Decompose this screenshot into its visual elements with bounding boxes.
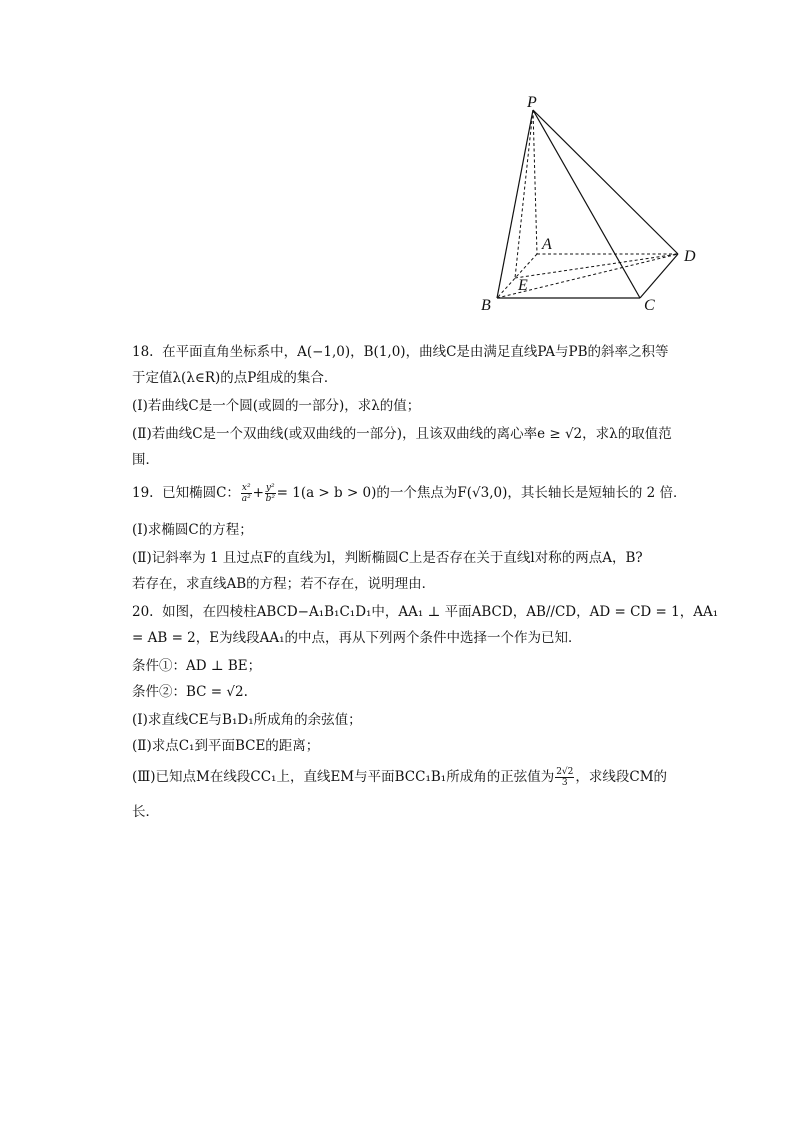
edge-PD <box>533 110 678 254</box>
q19-number: 19. <box>132 485 154 501</box>
q20-part3a: (Ⅲ)已知点M在线段CC₁上，直线EM与平面BCC₁B₁所成角的正弦值为 <box>132 769 555 785</box>
q19-line1 <box>132 480 687 506</box>
q20-part3b: 长． <box>132 804 159 820</box>
pyramid-diagram <box>470 88 710 320</box>
q20-number: 20. <box>132 604 154 620</box>
q19-part2a: (Ⅱ)记斜率为 1 且过点F的直线为l，判断椭圆C上是否存在关于直线l对称的两点A，B? <box>132 550 643 566</box>
q19-plus: + <box>252 485 264 501</box>
q20-part3-tail: ，求线段CM的 <box>575 769 668 785</box>
q20-frac <box>555 767 574 788</box>
q19-lead: 已知椭圆C： <box>162 485 240 501</box>
q18-number: 18. <box>132 344 154 360</box>
q18-stem-2: 于定值λ(λ∈R)的点P组成的集合． <box>132 370 338 386</box>
q19-frac-y-num: y² <box>265 483 275 493</box>
q20-cond2: 条件②：BC = √2. <box>132 684 248 700</box>
q18-line1 <box>132 340 669 360</box>
q19-frac-x-den: a² <box>241 494 251 504</box>
q20-stem-2: = AB = 2，E为线段AA₁的中点，再从下列两个条件中选择一个作为已知． <box>132 630 582 646</box>
q19-frac-y <box>265 483 276 504</box>
q19-part2b: 若存在，求直线AB的方程；若不存在，说明理由． <box>132 576 436 592</box>
label-D: D <box>684 248 696 265</box>
q20-frac-den: 3 <box>561 778 568 788</box>
q20-part1: (Ⅰ)求直线CE与B₁D₁所成角的余弦值； <box>132 712 362 728</box>
q19-tail: = 1(a > b > 0)的一个焦点为F(√3,0)，其长轴长是短轴长的 2 倍． <box>276 485 687 501</box>
q20-line1 <box>132 600 718 620</box>
q18-part2a: (Ⅱ)若曲线C是一个双曲线(或双曲线的一部分)，且该双曲线的离心率e ≥ √2，求λ的取值范 <box>132 426 672 442</box>
label-A: A <box>542 236 552 253</box>
q20-frac-num: 2√2 <box>556 767 574 777</box>
q20-part2: (Ⅱ)求点C₁到平面BCE的距离； <box>132 738 320 754</box>
label-C: C <box>644 297 655 314</box>
q20-part3-line1 <box>132 764 667 790</box>
q18-part1: (Ⅰ)若曲线C是一个圆(或圆的一部分)，求λ的值； <box>132 398 421 414</box>
q19-frac-x <box>241 483 252 504</box>
label-P: P <box>527 94 537 111</box>
q19-part1: (Ⅰ)求椭圆C的方程； <box>132 522 253 538</box>
q18-stem-1: 在平面直角坐标系中，A(−1,0)，B(1,0)，曲线C是由满足直线PA与PB的斜率之积等 <box>162 344 669 360</box>
edge-PE <box>515 110 533 278</box>
edge-ED <box>515 254 678 278</box>
pyramid-figure <box>470 88 710 320</box>
edge-PC <box>533 110 640 298</box>
q20-cond1: 条件①：AD ⊥ BE； <box>132 658 262 674</box>
q20-stem-1: 如图，在四棱柱ABCD−A₁B₁C₁D₁中，AA₁ ⊥ 平面ABCD，AB//CD，AD = CD = 1，AA₁ <box>162 604 719 620</box>
q19-frac-x-num: x² <box>241 483 251 493</box>
label-B: B <box>481 297 491 314</box>
edge-PA <box>533 110 537 254</box>
edge-PB <box>497 110 533 298</box>
q18-part2b: 围． <box>132 452 159 468</box>
label-E: E <box>518 277 528 294</box>
q19-frac-y-den: b² <box>265 494 275 504</box>
edge-CD <box>640 254 678 298</box>
